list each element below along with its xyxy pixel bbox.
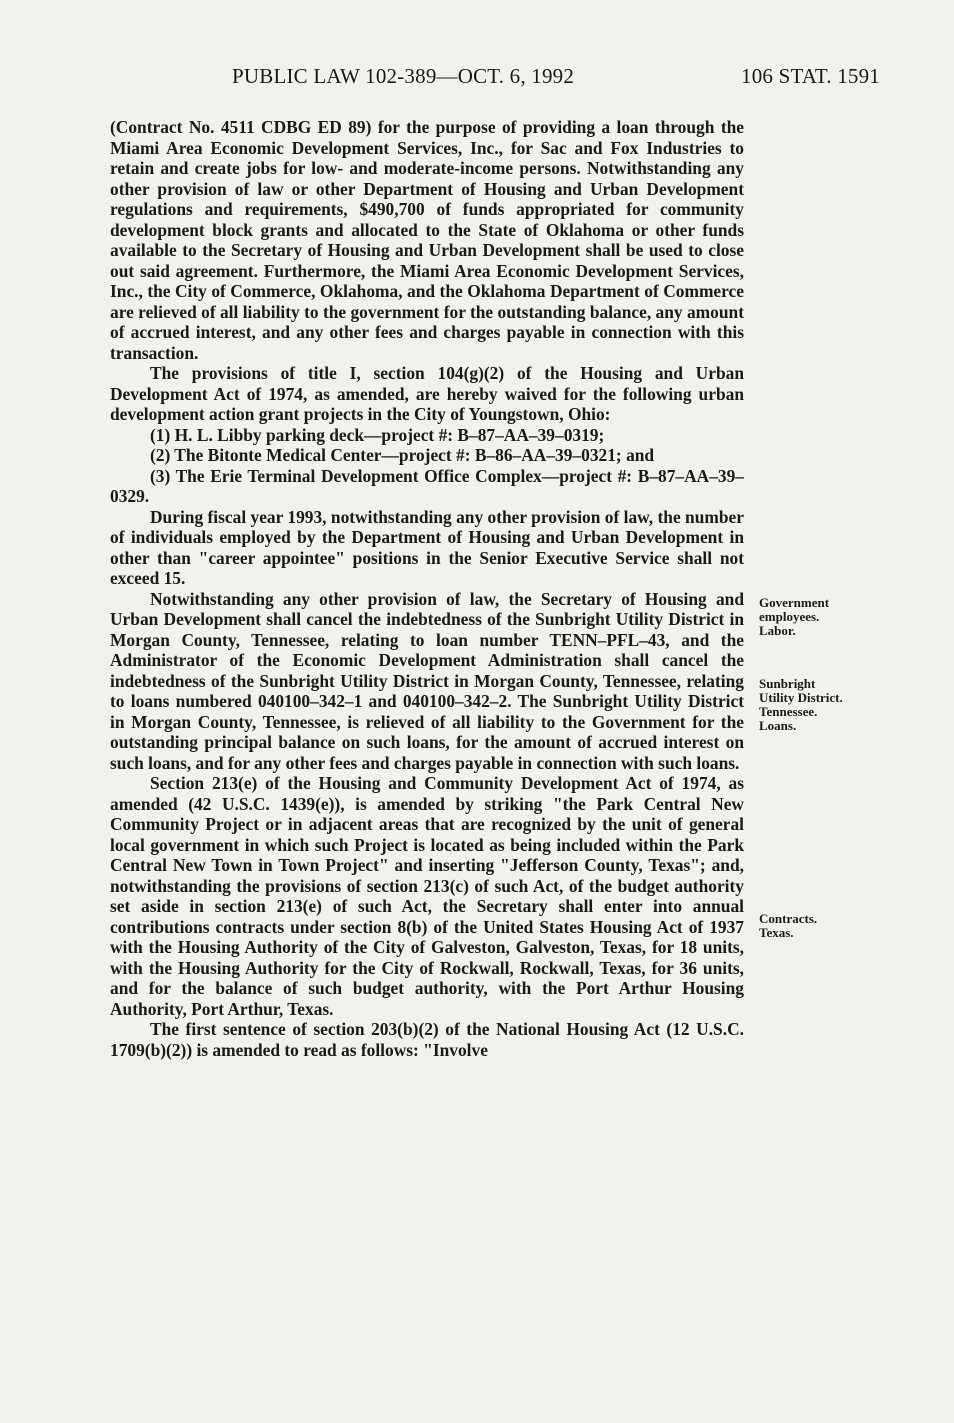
- list-item: (2) The Bitonte Medical Center—project #: B–86–AA–39–0321; and: [150, 445, 655, 465]
- margin-note-sunbright: [759, 677, 889, 733]
- margin-note-contracts: [759, 912, 889, 940]
- page-header: [232, 64, 880, 89]
- margin-note-government-employees: [759, 596, 889, 638]
- margin-note-line: Contracts.: [759, 911, 818, 926]
- margin-note-line: Texas.: [759, 925, 794, 940]
- paragraph-sunbright: Notwithstanding any other provision of law, the Secretary of Housing and Urban Development shall cancel the indebtedness of the Sunbright Utility District in Morgan County, Tennessee, relating to loan number TENN–PFL–43, and the Administrator of the Economic Development Administration shall cancel the indebtedness of the Sunbright Utility District in Morgan County, Tennessee, relating to loans numbered 040100–342–1 and 040100–342–2. The Sunbright Utility District in Morgan County, Tennessee, is relieved of all liability to the Government for the outstanding principal balance on such loans, for the amount of accrued interest on such loans, and for any other fees and charges payable in connection with such loans.: [110, 588, 744, 773]
- margin-note-line: Tennessee.: [759, 704, 818, 719]
- margin-note-line: Loans.: [759, 718, 797, 733]
- paragraph-continuation: (Contract No. 4511 CDBG ED 89) for the purpose of providing a loan through the Miami Area Economic Development Services, Inc., for Sac and Fox Industries to retain and create jobs for low- and moderate-income persons. Notwithstanding any other provision of law or other Department of Housing and Urban Development regulations and requirements, $490,700 of funds appropriated for community development block grants and allocated to the State of Oklahoma or other funds available to the Secretary of Housing and Urban Development shall be used to close out said agreement. Furthermore, the Miami Area Economic Development Services, Inc., the City of Commerce, Oklahoma, and the Oklahoma Department of Commerce are relieved of all liability to the government for the outstanding balance, any amount of accrued interest, and any other fees and charges payable in connection with this transaction.: [110, 117, 744, 363]
- paragraph-employees: During fiscal year 1993, notwithstanding any other provision of law, the number of individuals employed by the Department of Housing and Urban Development in other than "career appointee" positions in the Senior Executive Service shall not exceed 15.: [110, 506, 744, 588]
- body-text: [110, 117, 744, 1060]
- margin-note-line: Labor.: [759, 623, 796, 638]
- list-item: (3) The Erie Terminal Development Office Complex—project #: B–87–AA–39–0329.: [110, 465, 744, 506]
- running-title: PUBLIC LAW 102-389—OCT. 6, 1992: [232, 64, 575, 88]
- list-item: (1) H. L. Libby parking deck—project #: B–87–AA–39–0319;: [150, 424, 605, 445]
- stat-reference: 106 STAT. 1591: [741, 64, 880, 88]
- margin-note-line: Sunbright: [759, 676, 816, 691]
- margin-note-line: employees.: [759, 609, 820, 624]
- paragraph-section-203: The first sentence of section 203(b)(2) of the National Housing Act (12 U.S.C. 1709(b)(2)) is amended to read as follows: "Involve: [110, 1019, 744, 1060]
- paragraph-waiver: The provisions of title I, section 104(g)(2) of the Housing and Urban Development Act of 1974, as amended, are hereby waived for the following urban development action grant projects in the City of Youngstown, Ohio:: [110, 363, 744, 424]
- margin-note-line: Utility District.: [759, 690, 843, 705]
- paragraph-section-213e: Section 213(e) of the Housing and Community Development Act of 1974, as amended (42 U.S.C. 1439(e)), is amended by striking "the Park Central New Community Project or in adjacent areas that are recognized by the unit of general local government in which such Project is located as being included within the Park Central New Town in Town Project" and inserting "Jefferson County, Texas"; and, notwithstanding the provisions of section 213(c) of such Act, of the budget authority set aside in section 213(e) of such Act, the Secretary shall enter into annual contributions contracts under section 8(b) of the United States Housing Act of 1937 with the Housing Authority of the City of Galveston, Galveston, Texas, for 18 units, with the Housing Authority for the City of Rockwall, Rockwall, Texas, for 36 units, and for the balance of such budget authority, with the Port Arthur Housing Authority, Port Arthur, Texas.: [110, 773, 744, 1019]
- margin-note-line: Government: [759, 595, 830, 610]
